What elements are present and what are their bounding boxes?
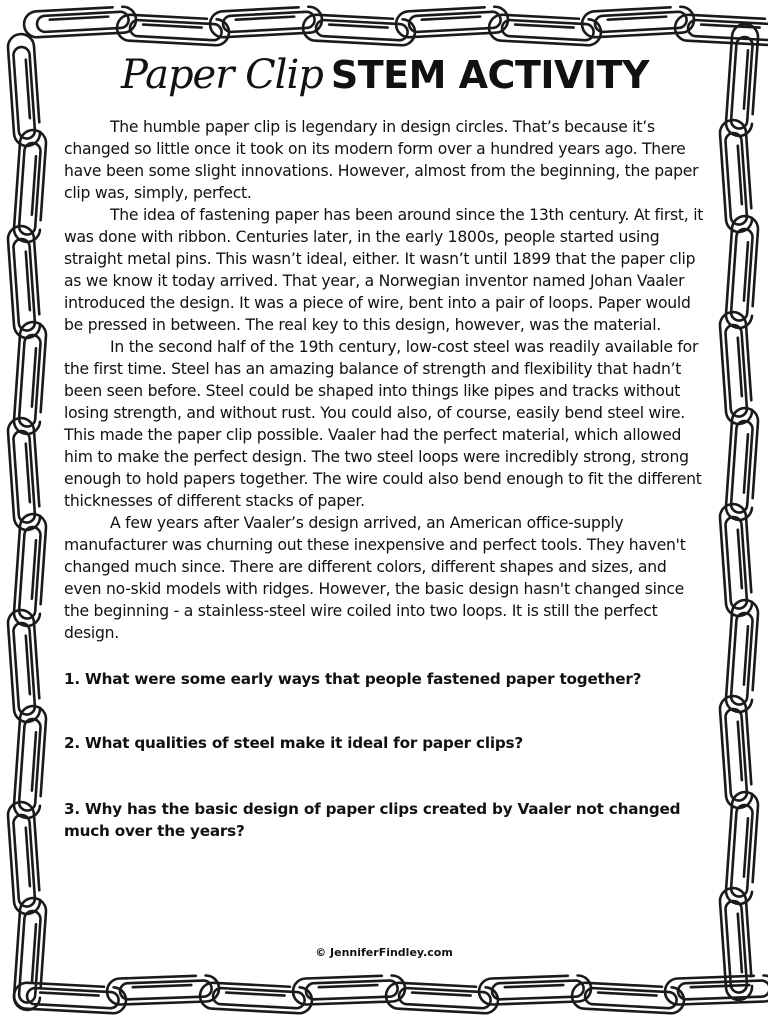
page-title <box>64 52 706 108</box>
title-script: Paper Clip <box>120 52 323 98</box>
question-3: 3. Why has the basic design of paper clips created by Vaaler not changed much over the years? <box>64 800 681 840</box>
question-1: 1. What were some early ways that people fastened paper together? <box>64 670 642 688</box>
worksheet-content <box>64 52 706 842</box>
copyright-footer: © JenniferFindley.com <box>315 946 453 959</box>
question-2: 2. What qualities of steel make it ideal for paper clips? <box>64 734 523 752</box>
paragraph-1: The humble paper clip is legendary in design circles. That’s because it’s changed so little once it took on its modern form over a hundred years ago. There have been some slight innovations. However, almost from the beginning, the paper clip was, simply, perfect. <box>64 118 699 202</box>
title-bold: STEM ACTIVITY <box>330 53 649 97</box>
paragraph-2: The idea of fastening paper has been around since the 13th century. At first, it was done with ribbon. Centuries later, in the early 1800s, people started using straight metal pins. This wasn’t ideal, either. It wasn’t until 1899 that the paper clip as we know it today arrived. That year, a Norwegian inventor named Johan Vaaler introduced the design. It was a piece of wire, bent into a pair of loops. Paper would be pressed in between. The real key to this design, however, was the material. <box>64 206 704 334</box>
paragraph-3: In the second half of the 19th century, low-cost steel was readily available for the first time. Steel has an amazing balance of strength and flexibility that hadn’t been seen before. Steel could be shaped into things like pipes and tracks without losing strength, and without rust. You could also, of course, easily bend steel wire. This made the paper clip possible. Vaaler had the perfect material, which allowed him to make the perfect design. The two steel loops were incredibly strong, strong enough to hold papers together. The wire could also bend enough to fit the different thicknesses of different stacks of paper. <box>64 338 702 510</box>
paragraph-4: A few years after Vaaler’s design arrived, an American office-supply manufacturer was churning out these inexpensive and perfect tools. They haven't changed much since. There are different colors, different shapes and sizes, and even no-skid models with ridges. However, the basic design hasn't changed since the beginning - a stainless-steel wire coiled into two loops. It is still the perfect design. <box>64 514 686 642</box>
paper-clip-icon <box>674 14 768 46</box>
